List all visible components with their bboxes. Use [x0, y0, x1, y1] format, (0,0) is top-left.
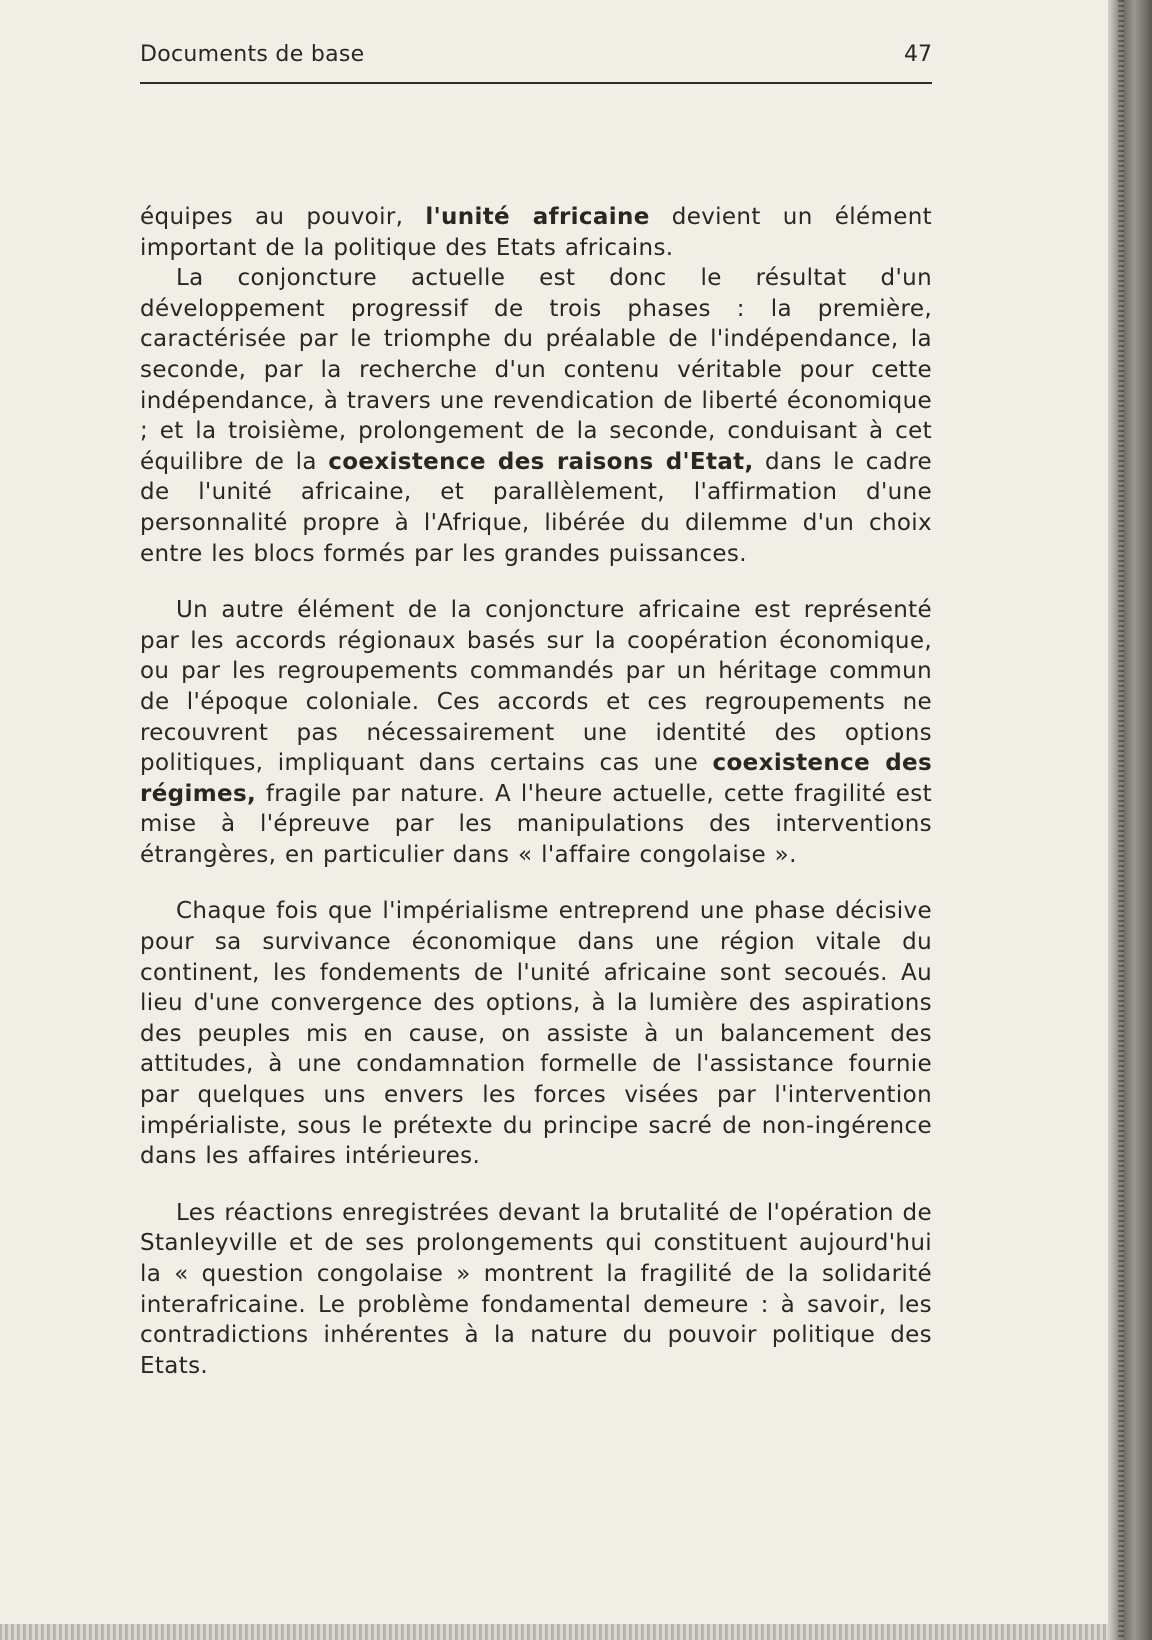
bold-text-segment: coexistence des raisons d'Etat,: [328, 448, 754, 475]
text-segment: Les réactions enregistrées devant la brutalité de l'opération de Stanleyville et de ses prolongements qui constituent aujourd'hui la « question congolaise » montrent la fragilité de la solidarité interafricaine. Le problème fondamental demeure : à savoir, les contradictions inhérentes à la nature du pouvoir politique des Etats.: [140, 1199, 932, 1379]
page-bottom-edge: [0, 1624, 1108, 1640]
paragraph: [140, 595, 932, 870]
text-segment: fragile par nature. A l'heure actuelle, cette fragilité est mise à l'épreuve par les manipulations des interventions étrangères, en particulier dans « l'affaire congolaise ».: [140, 780, 932, 868]
text-segment: devient un élément important de la politique des Etats africains.: [140, 204, 933, 261]
running-title: Documents de base: [140, 42, 365, 67]
text-segment: Un autre élément de la conjoncture africaine est représenté par les accords régionaux basés sur la coopération économique, ou par les regroupements commandés par un héritage commun de l'époque coloniale. Ces accords et ces regroupements ne recouvrent pas nécessairement une identité des options politiques, impliquant dans certains cas une: [140, 597, 932, 777]
paragraph: [140, 896, 932, 1171]
text-segment: La conjoncture actuelle est donc le résultat d'un développement progressif de trois phases : la première, caractérisée par le triomphe du préalable de l'indépendance, la seconde, par la recherche d'un contenu véritable pour cette indépendance, à travers une revendication de liberté économique ; et la troisième, prolongement de la seconde, conduisant à cet équilibre de la: [140, 265, 932, 475]
page-number: 47: [904, 42, 932, 67]
text-segment: Chaque fois que l'impérialisme entreprend une phase décisive pour sa survivance économique dans une région vitale du continent, les fondements de l'unité africaine sont secoués. Au lieu d'une convergence des options, à la lumière des aspirations des peuples mis en cause, on assiste à un balancement des attitudes, à une condamnation formelle de l'assistance fournie par quelques uns envers les forces visées par l'intervention impérialiste, sous le prétexte du principe sacré de non-ingérence dans les affaires intérieures.: [140, 898, 932, 1170]
paragraph: [140, 263, 932, 569]
bold-text-segment: coexistence des régimes,: [140, 750, 933, 807]
bold-text-segment: l'unité africaine: [425, 204, 650, 230]
text-segment: équipes au pouvoir,: [140, 204, 426, 230]
paragraph: [140, 1198, 932, 1382]
book-binding-edge: [1108, 0, 1152, 1640]
running-head: [140, 42, 932, 78]
paragraph: [140, 202, 932, 263]
text-segment: dans le cadre de l'unité africaine, et parallèlement, l'affirmation d'une personnalité propre à l'Afrique, libérée du dilemme d'un choix entre les blocs formés par les grandes puissances.: [140, 448, 932, 567]
header-rule: [140, 82, 932, 84]
body-text: [140, 202, 932, 1381]
